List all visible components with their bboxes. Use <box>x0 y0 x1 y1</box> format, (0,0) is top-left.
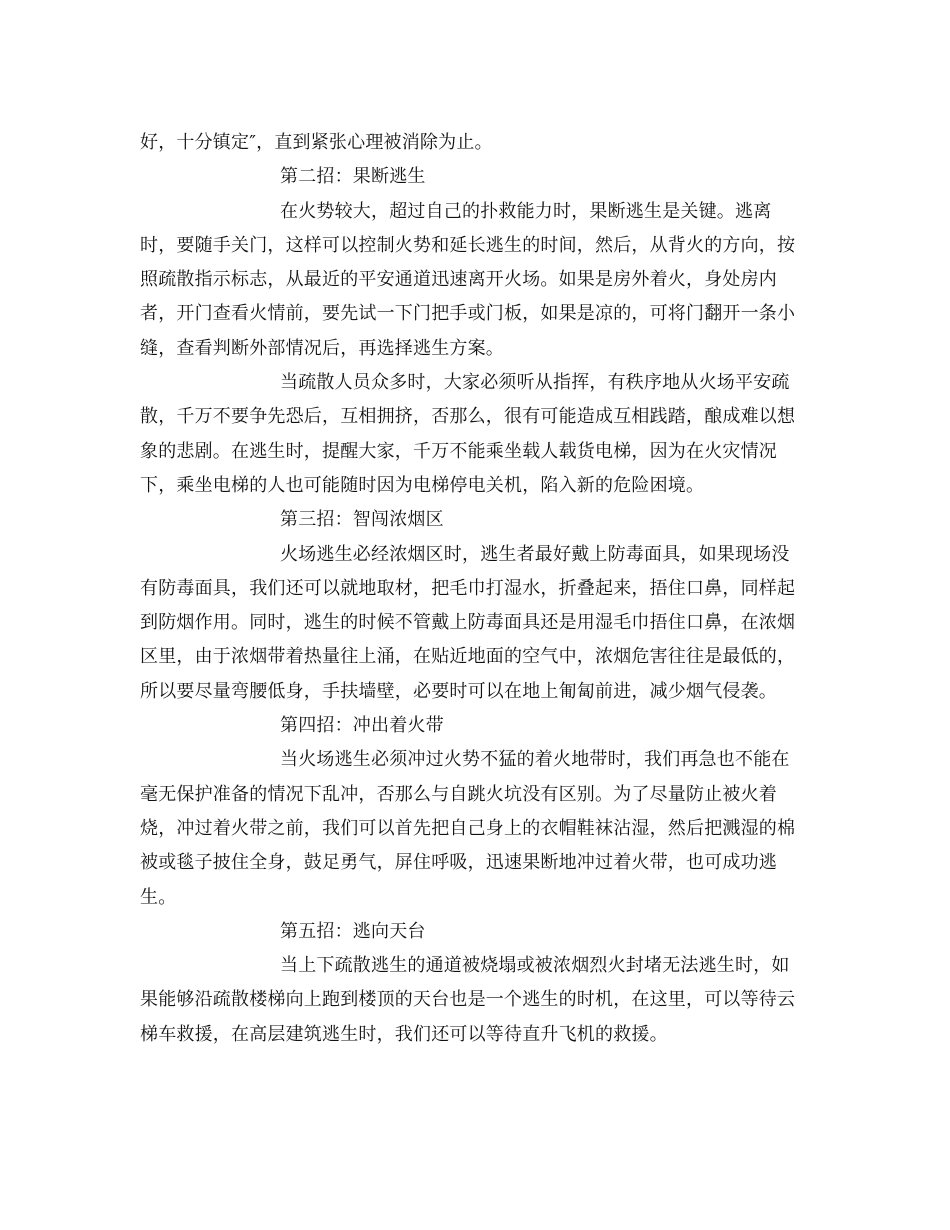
paragraph-line: 烧，冲过着火带之前，我们可以首先把自己身上的衣帽鞋袜沾湿，然后把溅湿的棉 <box>140 817 796 839</box>
paragraph-line: 被或毯子披住全身，鼓足勇气，屏住呼吸，迅速果断地冲过着火带，也可成功逃 <box>140 852 777 874</box>
section-heading-2: 第二招：果断逃生 <box>280 166 426 188</box>
paragraph-line: 时，要随手关门，这样可以控制火势和延长逃生的时间，然后，从背火的方向，按 <box>140 234 796 256</box>
section-heading-4: 第四招：冲出着火带 <box>280 715 444 737</box>
paragraph-line: 梯车救援，在高层建筑逃生时，我们还可以等待直升飞机的救援。 <box>140 1023 668 1045</box>
paragraph-line: 火场逃生必经浓烟区时，逃生者最好戴上防毒面具，如果现场没 <box>280 543 790 565</box>
paragraph-line: 区里，由于浓烟带着热量往上涌，在贴近地面的空气中，浓烟危害往往是最低的， <box>140 646 796 668</box>
section-heading-5: 第五招：逃向天台 <box>280 920 426 942</box>
paragraph-line: 在火势较大，超过自己的扑救能力时，果断逃生是关键。逃离 <box>280 200 772 222</box>
paragraph-line: 散，千万不要争先恐后，互相拥挤，否那么，很有可能造成互相践踏，酿成难以想 <box>140 406 796 428</box>
paragraph-line: 有防毒面具，我们还可以就地取材，把毛巾打湿水，折叠起来，捂住口鼻，同样起 <box>140 577 796 599</box>
paragraph-line: 所以要尽量弯腰低身，手扶墙壁，必要时可以在地上匍匐前进，减少烟气侵袭。 <box>140 680 777 702</box>
paragraph-line: 生。 <box>140 886 177 908</box>
paragraph-line: 下，乘坐电梯的人也可能随时因为电梯停电关机，陷入新的危险困境。 <box>140 474 705 496</box>
paragraph-line: 缝，查看判断外部情况后，再选择逃生方案。 <box>140 337 504 359</box>
section-heading-3: 第三招：智闯浓烟区 <box>280 509 444 531</box>
paragraph-line: 果能够沿疏散楼梯向上跑到楼顶的天台也是一个逃生的时机，在这里，可以等待云 <box>140 989 796 1011</box>
paragraph-line: 毫无保护准备的情况下乱冲，否那么与自跳火坑没有区别。为了尽量防止被火着 <box>140 783 777 805</box>
paragraph-line: 到防烟作用。同时，逃生的时候不管戴上防毒面具还是用湿毛巾捂住口鼻，在浓烟 <box>140 612 796 634</box>
paragraph-line: 当上下疏散逃生的通道被烧塌或被浓烟烈火封堵无法逃生时，如 <box>280 955 790 977</box>
document-body <box>140 126 816 1052</box>
paragraph-line: 当火场逃生必须冲过火势不猛的着火地带时，我们再急也不能在 <box>280 749 790 771</box>
paragraph-line: 照疏散指示标志，从最近的平安通道迅速离开火场。如果是房外着火，身处房内 <box>140 269 777 291</box>
opening-fragment: 好，十分镇定″，直到紧张心理被消除为止。 <box>140 132 493 153</box>
paragraph-line: 者，开门查看火情前，要先试一下门把手或门板，如果是凉的，可将门翻开一条小 <box>140 303 796 325</box>
paragraph-line: 象的悲剧。在逃生时，提醒大家，千万不能乘坐载人载货电梯，因为在火灾情况 <box>140 440 777 462</box>
paragraph-line: 当疏散人员众多时，大家必须听从指挥，有秩序地从火场平安疏 <box>280 372 790 394</box>
